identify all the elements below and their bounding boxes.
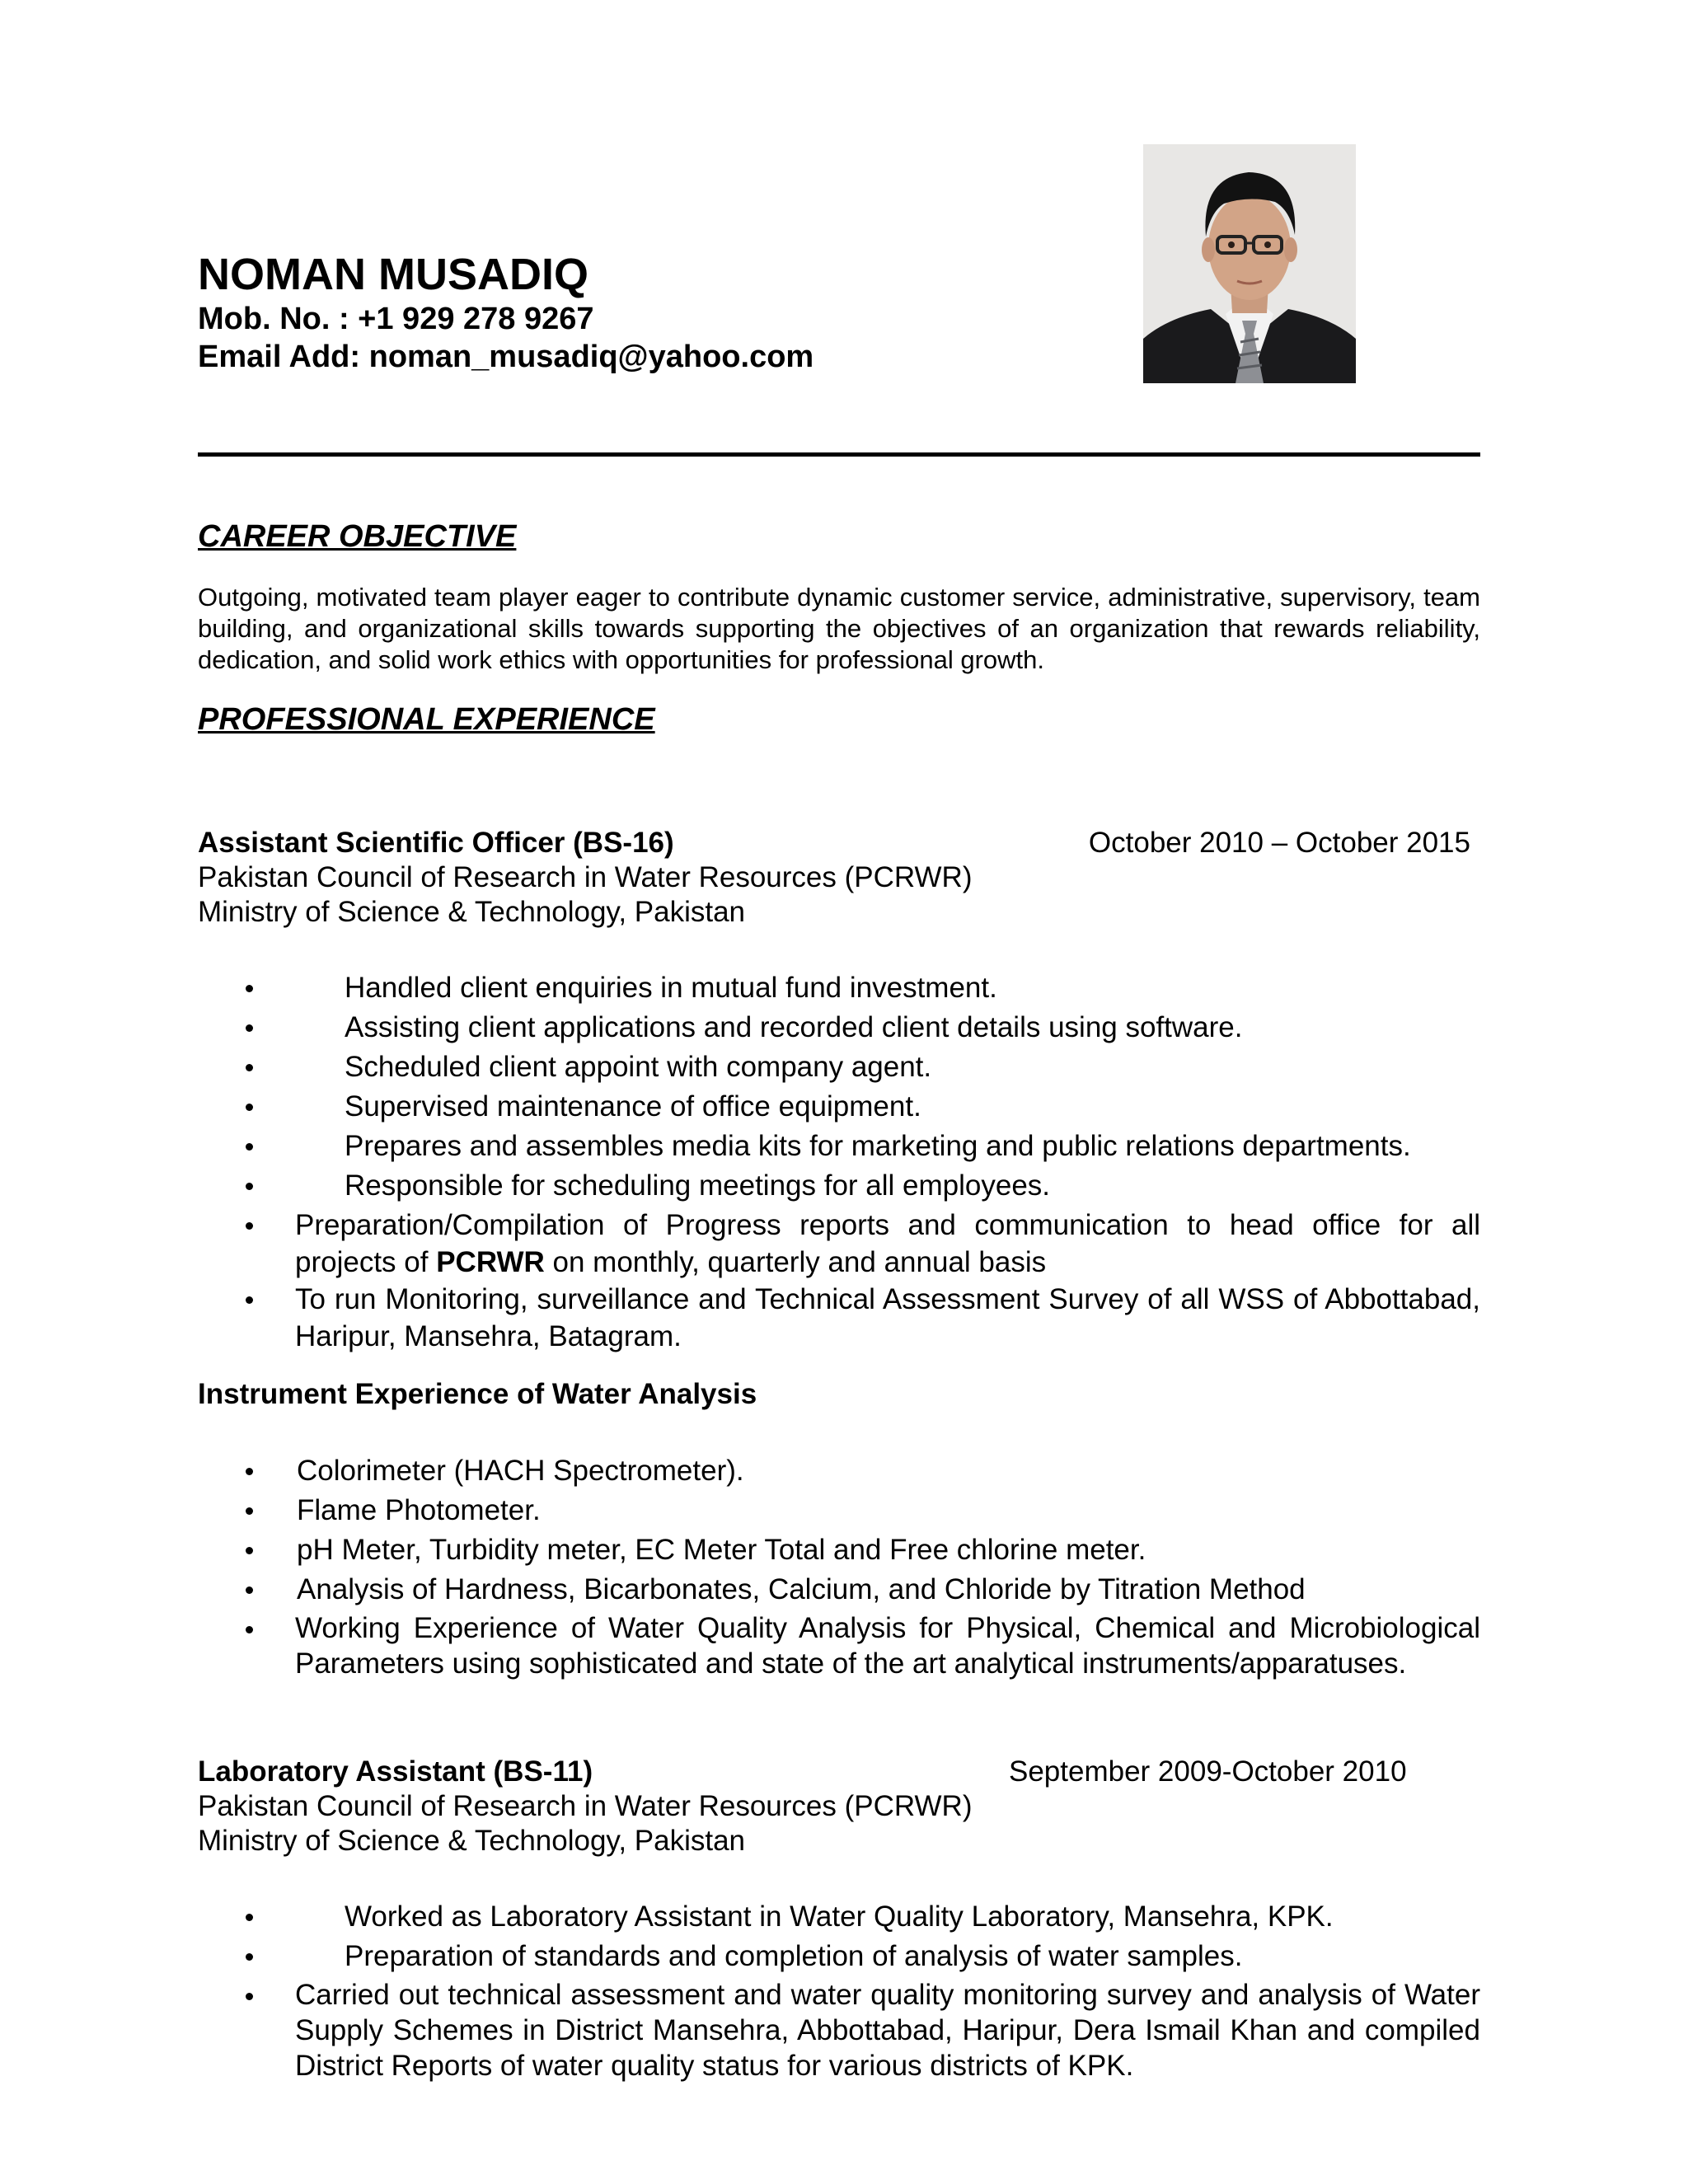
job1-organization: Pakistan Council of Research in Water Resources (PCRWR) (198, 861, 973, 893)
list-item: pH Meter, Turbidity meter, EC Meter Total and Free chlorine meter. (0, 1531, 1480, 1571)
list-item: To run Monitoring, surveillance and Technical Assessment Survey of all WSS of Abbottabad, Haripur, Mansehra, Batagram. (0, 1281, 1480, 1355)
job2-dates: September 2009-October 2010 (1009, 1755, 1407, 1788)
bullet-icon (246, 1024, 253, 1032)
list-item: Carried out technical assessment and water quality monitoring survey and analysis of Water Supply Schemes in District Mansehra, Abbottabad, Haripur, Dera Ismail Khan and compiled District Reports of water quality status for various districts of KPK. (0, 1977, 1480, 2089)
bullet-icon (246, 1914, 253, 1921)
job2-organization: Pakistan Council of Research in Water Resources (PCRWR) (198, 1790, 973, 1822)
bullet-icon (246, 1296, 253, 1304)
bullet-icon (246, 1586, 253, 1594)
bullet-icon (246, 1064, 253, 1071)
bullet-icon (246, 1626, 253, 1633)
bullet-icon (246, 1993, 253, 2000)
list-item: Analysis of Hardness, Bicarbonates, Calcium, and Chloride by Titration Method (0, 1571, 1480, 1610)
job1-responsibilities (0, 969, 1480, 1355)
bullet-icon (246, 1222, 253, 1230)
list-item: Preparation of standards and completion of analysis of water samples. (0, 1938, 1480, 1977)
candidate-name: NOMAN MUSADIQ (198, 250, 588, 299)
mobile-number: Mob. No. : +1 929 278 9267 (198, 302, 594, 336)
bullet-icon (246, 1143, 253, 1151)
list-item: Responsible for scheduling meetings for all employees. (0, 1167, 1480, 1207)
list-item: Worked as Laboratory Assistant in Water Quality Laboratory, Mansehra, KPK. (0, 1898, 1480, 1938)
bullet-icon (246, 1507, 253, 1515)
bullet-icon (246, 1183, 253, 1190)
list-item: Scheduled client appoint with company agent. (0, 1048, 1480, 1088)
professional-experience-heading: PROFESSIONAL EXPERIENCE (198, 702, 655, 737)
list-item: Prepares and assembles media kits for marketing and public relations departments. (0, 1127, 1480, 1167)
instrument-experience-heading: Instrument Experience of Water Analysis (198, 1378, 757, 1410)
profile-photo (1143, 144, 1356, 383)
bullet-icon (246, 985, 253, 992)
job1-title: Assistant Scientific Officer (BS-16) (198, 827, 674, 859)
job2-title: Laboratory Assistant (BS-11) (198, 1755, 593, 1788)
instrument-list (0, 1452, 1480, 1722)
list-item: Colorimeter (HACH Spectrometer). (0, 1452, 1480, 1492)
job1-ministry: Ministry of Science & Technology, Pakistan (198, 896, 746, 928)
header-divider (198, 452, 1480, 457)
bullet-icon (246, 1547, 253, 1554)
bullet-icon (246, 1104, 253, 1111)
bullet-icon (246, 1468, 253, 1475)
job2-ministry: Ministry of Science & Technology, Pakistan (198, 1825, 746, 1857)
list-item: Assisting client applications and recorded client details using software. (0, 1009, 1480, 1048)
job1-dates: October 2010 – October 2015 (1088, 827, 1470, 859)
email-address: Email Add: noman_musadiq@yahoo.com (198, 340, 814, 374)
list-item: Preparation/Compilation of Progress reports and communication to head office for all projects of PCRWR on monthly, quarterly and annual basis (0, 1207, 1480, 1281)
career-objective-heading: CAREER OBJECTIVE (198, 519, 517, 554)
list-item: Supervised maintenance of office equipment. (0, 1088, 1480, 1127)
list-item: Flame Photometer. (0, 1492, 1480, 1531)
bullet-icon (246, 1953, 253, 1961)
job2-responsibilities (0, 1898, 1480, 2089)
list-item: Working Experience of Water Quality Analysis for Physical, Chemical and Microbiological Parameters using sophisticated and state of the art analytical instruments/apparatuses. (0, 1610, 1480, 1722)
career-objective-text: Outgoing, motivated team player eager to contribute dynamic customer service, administrative, supervisory, team building, and organizational skills towards supporting the objectives of an organization that rewards reliability, dedication, and solid work ethics with opportunities for professional growth. (198, 583, 1480, 674)
list-item: Handled client enquiries in mutual fund investment. (0, 969, 1480, 1009)
